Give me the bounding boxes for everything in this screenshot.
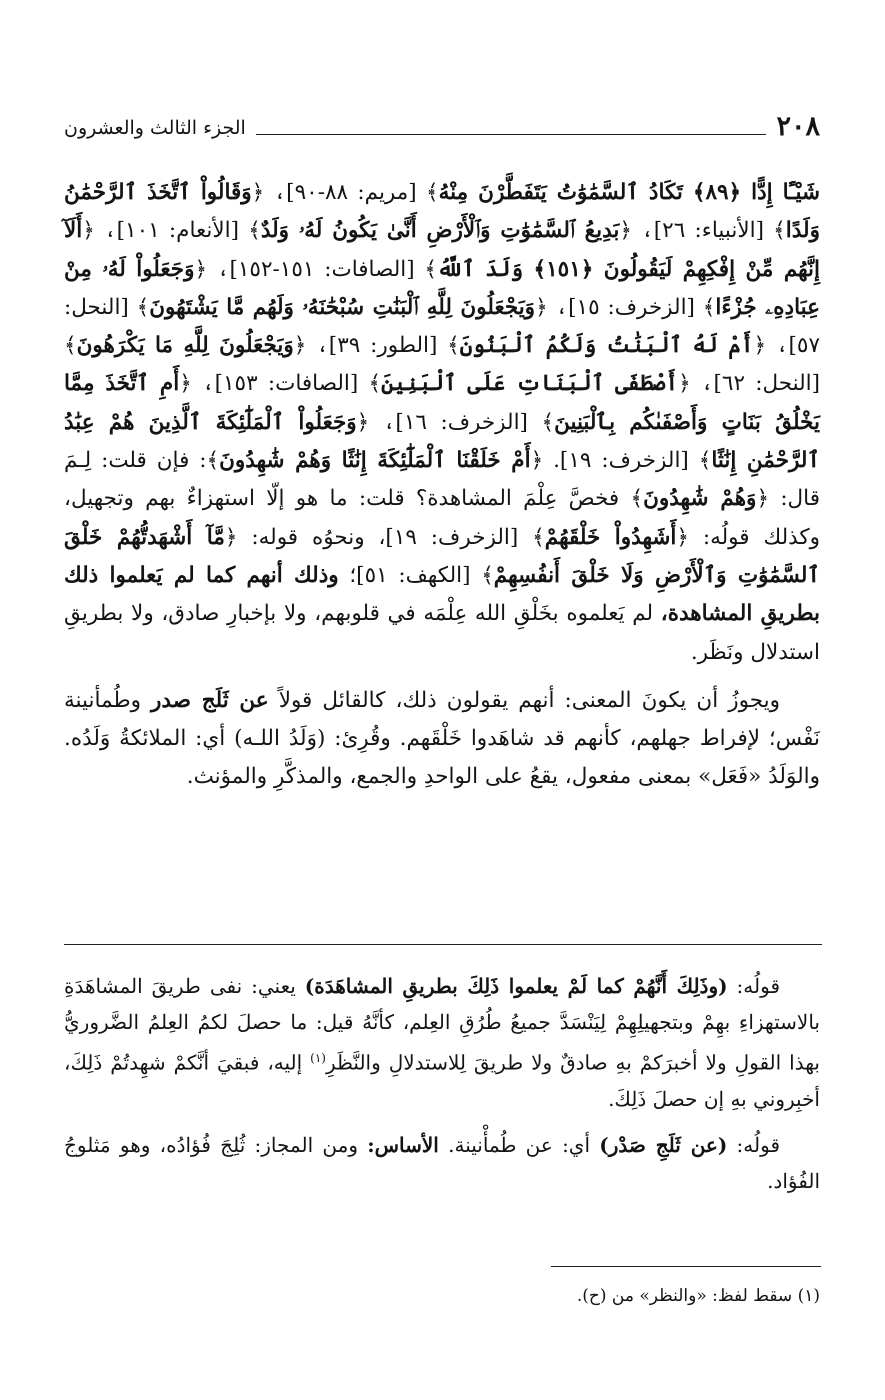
quran-quote: أَصْطَفَى ٱلْبَنَاتِ عَلَى ٱلْبَنِينَ <box>381 371 679 397</box>
text-run: قولُه: <box>727 1132 781 1157</box>
quran-quote: مَّآ أَشْهَدتُّهُمْ خَلْقَ ٱلسَّمَٰوَٰتِ وَٱلْأَرْضِ وَلَا خَلْقَ أَنفُسِهِمْ <box>64 524 820 588</box>
quran-quote: وَيَجْعَلُونَ لِلَّهِ مَا يَكْرَهُونَ <box>76 333 294 359</box>
text-run: ويجوزُ أن يكونَ المعنى: أنهم يقولون ذلك، كالقائل قولاً <box>268 687 780 713</box>
text-run: ﴾ فخصَّ عِلْمَ المشاهدة؟ قلت: ما هو إلّا استهزاءٌ بهم وتجهيل، وكذلك قولُه: ﴿ <box>64 486 821 550</box>
text-run: ﴾ [الصافات: ١٥١-١٥٢]، ﴿ <box>194 256 438 282</box>
quran-quote: شَيْـًٔا إِدًّا ﴿٨٩﴾ تَكَادُ ٱلسَّمَٰوَٰتُ يَتَفَطَّرْنَ مِنْهُ <box>438 180 820 205</box>
bold-phrase: وذلك أنهم كما لم يَعلموا ذلك بطريقِ المشاهدة، <box>64 562 820 627</box>
commentary-paragraph-2 <box>64 1127 820 1199</box>
commentary-divider <box>64 944 822 945</box>
text-run: ﴾ [الكهف: ٥١]؛ <box>338 562 494 588</box>
text-run: لم يَعلموه بخَلْقِ الله عِلْمَه في قلوبهم، ولا بإخبارِ صادق، ولا بطريقِ استدلال ونَظَر. <box>64 601 820 665</box>
main-paragraph-2 <box>64 682 820 797</box>
commentary-text <box>64 968 820 1199</box>
quran-quote: أَلَآ إِنَّهُم مِّنْ إِفْكِهِمْ لَيَقُولُونَ ﴿١٥١﴾ وَلَدَ ٱللَّهُ <box>64 218 820 282</box>
quran-quote: أَشَهِدُواْ خَلْقَهُمْ <box>544 524 677 550</box>
quran-quote: وَقَالُواْ ٱتَّخَذَ ٱلرَّحْمَٰنُ وَلَدًا <box>64 180 820 244</box>
text-run: ﴾ [الطور: ٣٩]، ﴿ <box>293 333 460 359</box>
text-run: ﴾ [الزخرف: ١٦]، ﴿ <box>356 409 555 435</box>
quran-quote: وَجَعَلُواْ ٱلْمَلَٰٓئِكَةَ ٱلَّذِينَ هُمْ عِبَٰدُ ٱلرَّحْمَٰنِ إِنَٰثًا <box>64 409 821 474</box>
main-paragraph-1 <box>64 174 820 672</box>
running-title: الجزء الثالث والعشرون <box>64 117 246 139</box>
main-text <box>64 174 820 797</box>
quran-quote: أَمْ خَلَقْنَا ٱلْمَلَٰٓئِكَةَ إِنَٰثًا وَهُمْ شَٰهِدُونَ <box>219 448 531 474</box>
commentary-paragraph-1 <box>64 968 820 1117</box>
text-run: إليه، فبقيَ أنَّكمْ شهِدتُمْ ذَلِكَ، أخبِروني بهِ إن حصلَ ذَلِكَ. <box>64 1050 820 1111</box>
text-run: ﴾ [النحل: ٦٢]، ﴿ <box>64 333 821 397</box>
text-run: قولُه: <box>727 974 780 998</box>
text-run: أي: عن طُمأْنينة. <box>438 1132 600 1157</box>
quran-quote: وَهُمْ شَٰهِدُونَ <box>643 486 757 512</box>
quran-quote: بَدِيعُ ٱلسَّمَٰوَٰتِ وَٱلْأَرْضِ أَنَّىٰ يَكُونُ لَهُۥ وَلَدٌ <box>260 218 620 244</box>
footnote-rule <box>551 1266 821 1267</box>
quran-quote: وَجَعَلُواْ لَهُۥ مِنْ عِبَادِهِۦ جُزْءًا <box>64 256 820 320</box>
text-run: ﴾ [الأنبياء: ٢٦]، ﴿ <box>619 218 786 244</box>
page-number: ٢٠٨ <box>776 111 820 142</box>
bold-phrase: (عن ثَلَجِ صَدْر) <box>599 1132 728 1157</box>
quran-quote: وَيَجْعَلُونَ لِلَّهِ ٱلْبَنَٰتِ سُبْحَٰنَهُۥ وَلَهُم مَّا يَشْتَهُونَ <box>149 294 536 320</box>
text-run: ومن المجاز: ثُلِجَ فُؤادُه، وهو مَثلوجُ الفُؤاد. <box>64 1132 820 1193</box>
text-run: ﴾ [الزخرف: ١٩]. ﴿ <box>530 448 712 474</box>
page-header <box>64 112 820 142</box>
quran-quote: أَمِ ٱتَّخَذَ مِمَّا يَخْلُقُ بَنَاتٍ وَأَصْفَىٰكُم بِٱلْبَنِينَ <box>64 371 820 435</box>
header-rule <box>256 134 767 135</box>
text-run: ﴾ [مريم: ٨٨-٩٠]، ﴿ <box>251 180 439 205</box>
text-run: ﴾ [الزخرف: ١٩]، ونحوُه قوله: ﴿ <box>224 524 545 550</box>
text-run: وطُمأنينة نَفْس؛ لإفراط جهلهم، كأنهم قد شاهَدوا خَلْقَهم. وقُرِئ: (وَلَدُ اللـه) أي: الملائكةُ وَلَدُه. والوَلَدُ «فَعَل» بمعنى مفعول، يقعُ على الواحدِ والجمع، والمذكَّرِ والمؤنث. <box>64 687 820 790</box>
text-run: ﴾ [الأنعام: ١٠١]، ﴿ <box>82 218 261 244</box>
quran-quote: أَمْ لَهُ ٱلْبَنَٰتُ وَلَكُمُ ٱلْبَنُونَ <box>459 333 754 359</box>
footnote-marker: (١) <box>310 1051 326 1065</box>
footnote: (١) سقط لفظ: «والنظر» من (ح). <box>576 1286 820 1306</box>
bold-phrase: (وذَلِكَ أَنَّهُمْ كما لَمْ يعلموا ذَلِكَ بطريقِ المشاهَدَة) <box>304 974 728 998</box>
text-run: ﴾ [الصافات: ١٥٣]، ﴿ <box>179 371 382 397</box>
text-run: ﴾ [الزخرف: ١٥]، ﴿ <box>535 294 716 320</box>
text-run: ﴾: فإن قلت: لِـمَ قال: ﴿ <box>64 448 821 512</box>
bold-phrase: عن ثَلَج صدر <box>151 687 269 713</box>
text-run: ﴾ [النحل: ٥٧]، ﴿ <box>64 294 820 359</box>
text-run: يعني: نفى طريقَ المشاهَدَةِ بالاستهزاءِ بهِمْ وبتجهيلِهِمْ لِيَنْسَدَّ جميعُ طُرُقِ العِلم، كأنَّهُ قيل: ما حصلَ لكمُ العِلمُ الضَّروريُّ بهذا القولِ ولا أخبرَكمْ بهِ صادقٌ ولا طريقَ لِلاستدلالِ والنَّظَرِ <box>64 974 820 1075</box>
bold-phrase: الأساس: <box>367 1132 439 1157</box>
